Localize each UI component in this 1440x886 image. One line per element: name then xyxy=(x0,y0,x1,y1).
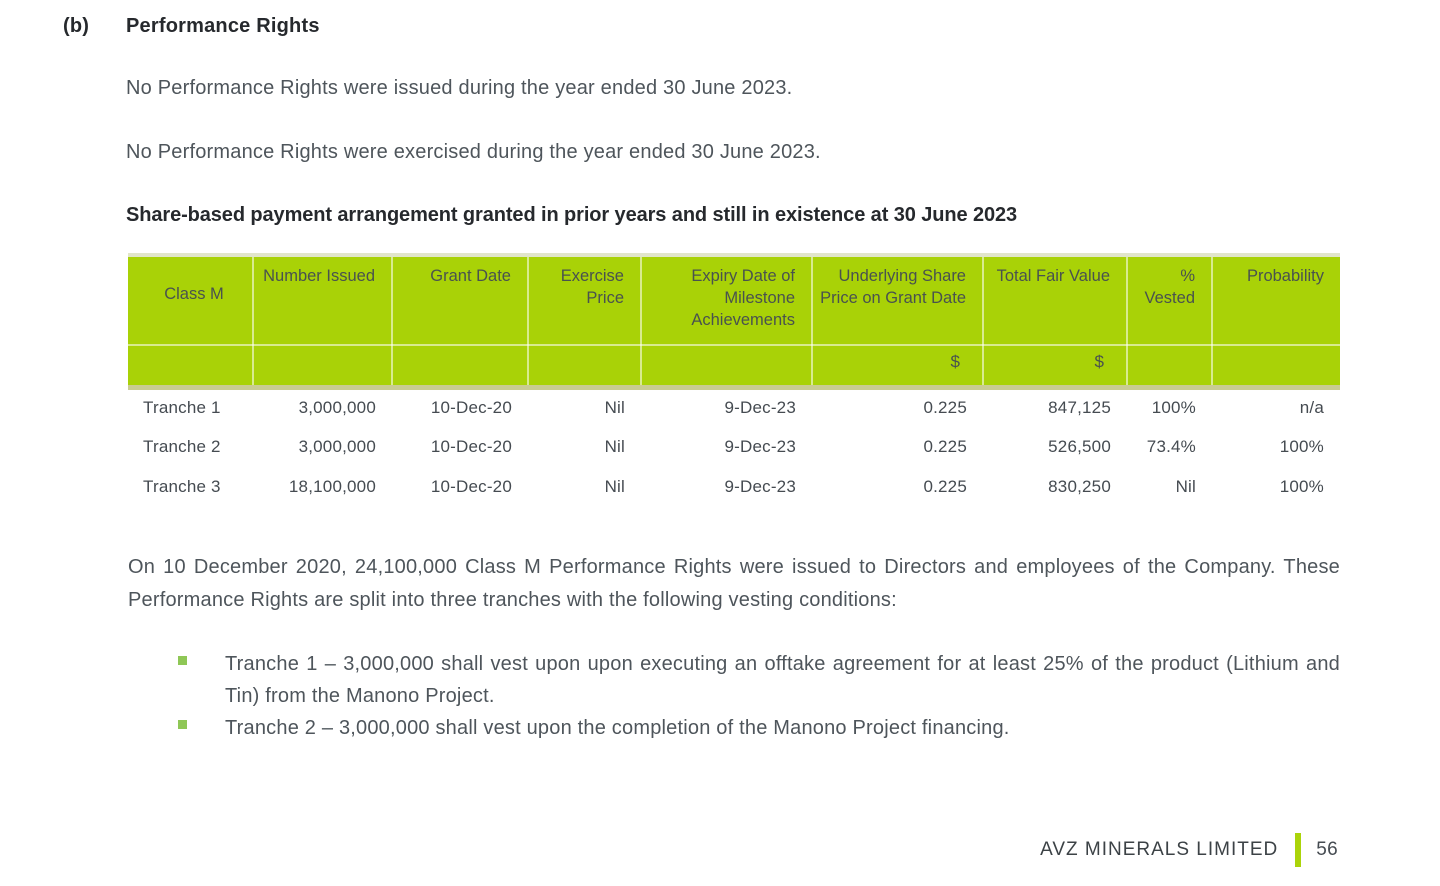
table-cell: n/a xyxy=(1212,387,1340,427)
table-cell: 10-Dec-20 xyxy=(392,427,528,467)
table-cell: Tranche 1 xyxy=(128,387,253,427)
table-cell: Nil xyxy=(1127,467,1212,507)
unit-cell: $ xyxy=(983,345,1127,387)
table-cell: 9-Dec-23 xyxy=(641,467,812,507)
unit-cell xyxy=(641,345,812,387)
unit-cell xyxy=(1212,345,1340,387)
table-cell: 10-Dec-20 xyxy=(392,467,528,507)
header-cell: Total Fair Value xyxy=(983,255,1127,345)
body-paragraph: On 10 December 2020, 24,100,000 Class M Performance Rights were issued to Directors and employees of the Company. These Performance Rights are split into three tranches with the following vesting conditions: xyxy=(128,556,1340,611)
section-label: (b) xyxy=(63,15,90,37)
table-cell: 9-Dec-23 xyxy=(641,387,812,427)
table-row xyxy=(128,387,1340,427)
table-cell: Nil xyxy=(528,467,641,507)
footer-divider-bar xyxy=(1295,833,1301,867)
section-heading xyxy=(63,15,320,38)
list-item xyxy=(178,648,1340,712)
table-cell: 100% xyxy=(1212,427,1340,467)
vesting-conditions-list xyxy=(178,648,1340,744)
bullet-text: Tranche 1 – 3,000,000 shall vest upon upon executing an offtake agreement for at least 25% of the product (Lithium and Tin) from the Manono Project. xyxy=(225,653,1340,707)
header-cell: Exercise Price xyxy=(528,255,641,345)
unit-cell xyxy=(528,345,641,387)
footer-company-name: AVZ MINERALS LIMITED xyxy=(1040,839,1279,860)
footer-page-number: 56 xyxy=(1316,839,1338,860)
table-cell: 0.225 xyxy=(812,387,983,427)
header-cell: Number Issued xyxy=(253,255,392,345)
unit-cell: $ xyxy=(812,345,983,387)
section-title: Performance Rights xyxy=(126,15,320,37)
header-cell: Underlying Share Price on Grant Date xyxy=(812,255,983,345)
unit-cell xyxy=(1127,345,1212,387)
header-cell: Expiry Date of Milestone Achievements xyxy=(641,255,812,345)
table-header-row xyxy=(128,255,1340,345)
bullet-square-icon xyxy=(178,720,187,729)
header-cell: Grant Date xyxy=(392,255,528,345)
list-item xyxy=(178,712,1340,744)
paragraph-issued: No Performance Rights were issued during the year ended 30 June 2023. xyxy=(126,77,793,99)
table-row xyxy=(128,427,1340,467)
table-unit-row xyxy=(128,345,1340,387)
table-cell: 526,500 xyxy=(983,427,1127,467)
paragraph-exercised: No Performance Rights were exercised during the year ended 30 June 2023. xyxy=(126,141,821,163)
page-footer xyxy=(1040,832,1338,868)
header-cell: Class M xyxy=(128,255,253,345)
unit-cell xyxy=(253,345,392,387)
table-cell: 9-Dec-23 xyxy=(641,427,812,467)
table-cell: Nil xyxy=(528,387,641,427)
bullet-square-icon xyxy=(178,656,187,665)
table-cell: 18,100,000 xyxy=(253,467,392,507)
header-cell: % Vested xyxy=(1127,255,1212,345)
table-cell: 0.225 xyxy=(812,467,983,507)
table-heading: Share-based payment arrangement granted in prior years and still in existence at 30 June 2023 xyxy=(126,204,1018,226)
table-cell: Nil xyxy=(528,427,641,467)
table-row xyxy=(128,467,1340,507)
table-cell: 10-Dec-20 xyxy=(392,387,528,427)
table-cell: 100% xyxy=(1212,467,1340,507)
table-cell: Tranche 2 xyxy=(128,427,253,467)
unit-cell xyxy=(392,345,528,387)
table-cell: 0.225 xyxy=(812,427,983,467)
performance-rights-table xyxy=(128,253,1340,507)
table-cell: 3,000,000 xyxy=(253,387,392,427)
table-cell: 100% xyxy=(1127,387,1212,427)
table-cell: 830,250 xyxy=(983,467,1127,507)
table-cell: 73.4% xyxy=(1127,427,1212,467)
table-cell: 847,125 xyxy=(983,387,1127,427)
header-cell: Probability xyxy=(1212,255,1340,345)
unit-cell xyxy=(128,345,253,387)
bullet-text: Tranche 2 – 3,000,000 shall vest upon the completion of the Manono Project financing. xyxy=(225,717,1010,739)
table-cell: Tranche 3 xyxy=(128,467,253,507)
table-cell: 3,000,000 xyxy=(253,427,392,467)
